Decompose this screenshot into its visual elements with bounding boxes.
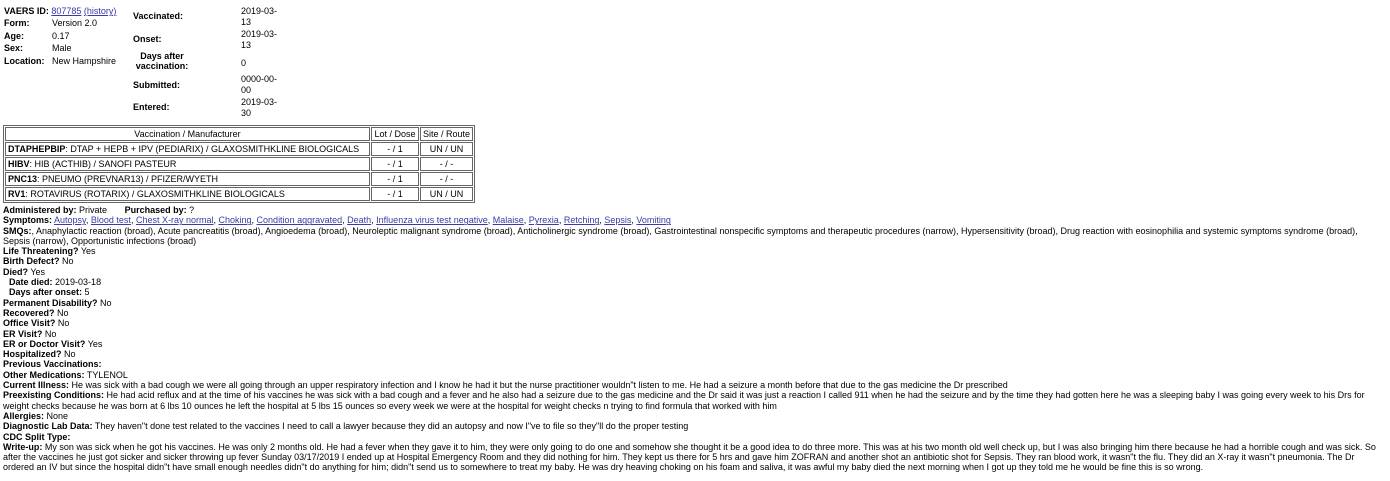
permanent-disability-value: No xyxy=(100,297,112,308)
vaccination-table xyxy=(3,125,475,203)
age-label: Age: xyxy=(4,31,24,41)
submitted-label: Submitted: xyxy=(133,80,180,90)
vaers-id-link[interactable]: 807785 xyxy=(51,6,82,16)
days-after-onset-row xyxy=(3,287,1387,297)
report-details xyxy=(3,205,1387,473)
hospitalized-row xyxy=(3,349,1387,359)
days-after-onset-label: Days after onset: xyxy=(9,287,83,298)
died-row xyxy=(3,267,1387,277)
recovered-label: Recovered? xyxy=(3,307,55,318)
preexisting-conditions-row xyxy=(3,390,1387,411)
table-header-row xyxy=(5,127,473,141)
died-value: Yes xyxy=(30,266,46,277)
date-died-row xyxy=(3,277,1387,287)
vaccinated-value: 2019-03-13 xyxy=(241,6,278,27)
other-medications-label: Other Medications: xyxy=(3,369,85,380)
birth-defect-row xyxy=(3,256,1387,266)
vaccinated-label: Vaccinated: xyxy=(133,11,184,21)
purchased-value: ? xyxy=(189,205,195,215)
symptom-link[interactable]: Sepsis xyxy=(604,215,632,226)
date-died-value: 2019-03-18 xyxy=(55,277,102,288)
birth-defect-value: No xyxy=(62,256,74,267)
vaccine-cell xyxy=(5,142,370,156)
symptom-link[interactable]: Choking xyxy=(218,215,252,226)
vaccine-desc: : DTAP + HEPB + IPV (PEDIARIX) / GLAXOSMITHKLINE BIOLOGICALS xyxy=(65,144,360,154)
er-doctor-visit-label: ER or Doctor Visit? xyxy=(3,338,86,349)
history-link[interactable]: (history) xyxy=(83,6,117,16)
life-threatening-row xyxy=(3,246,1387,256)
symptom-link[interactable]: Malaise xyxy=(492,215,524,226)
allergies-value: None xyxy=(46,410,69,421)
symptom-link[interactable]: Autopsy xyxy=(54,215,86,226)
vaccine-desc: : PNEUMO (PREVNAR13) / PFIZER/WYETH xyxy=(37,174,219,184)
recovered-value: No xyxy=(57,307,69,318)
allergies-label: Allergies: xyxy=(3,410,45,421)
vaccine-cell xyxy=(5,172,370,186)
hospitalized-label: Hospitalized? xyxy=(3,349,62,360)
current-illness-value: He was sick with a bad cough we were all going through an upper respiratory infection and I know he had it but the nurse practitioner wouldn"t listen to me. He had a seizure a month before that due to the gas medicine the Dr prescribed xyxy=(71,380,1008,391)
symptom-link[interactable]: Blood test xyxy=(90,215,131,226)
er-visit-row xyxy=(3,329,1387,339)
symptom-link[interactable]: Retching xyxy=(563,215,600,226)
office-visit-row xyxy=(3,318,1387,328)
current-illness-label: Current Illness: xyxy=(3,380,70,391)
symptom-links: Autopsy, Blood test, Chest X-ray normal, Choking, Condition aggravated, Death, Influenza virus test negative, Malaise, Pyrexia, Retching, Sepsis, Vomiting xyxy=(54,215,671,226)
age-value: 0.17 xyxy=(52,31,70,41)
administered-label: Administered by: xyxy=(3,205,77,215)
days-after-onset-value: 5 xyxy=(84,287,90,298)
vaccine-desc: : ROTAVIRUS (ROTARIX) / GLAXOSMITHKLINE BIOLOGICALS xyxy=(25,189,285,199)
vaccine-code: RV1 xyxy=(8,189,26,199)
er-doctor-visit-row xyxy=(3,339,1387,349)
smqs-value: , Anaphylactic reaction (broad), Acute pancreatitis (broad), Angioedema (broad), Neuroleptic malignant syndrome (broad), Anticholinergic syndrome (broad), Gastrointestinal nonspecific symptoms and therapeutic procedures (narrow), Hypersensitivity (broad), Drug reaction with eosinophilia and systemic symptoms syndrome (broad), Sepsis (narrow), Opportunistic infections (broad) xyxy=(3,225,1358,246)
days-after-label: Days after vaccination: xyxy=(135,51,189,71)
onset-value: 2019-03-13 xyxy=(241,29,278,50)
write-up-row xyxy=(3,442,1387,473)
site-route-cell: - / - xyxy=(420,157,473,171)
permanent-disability-row xyxy=(3,298,1387,308)
permanent-disability-label: Permanent Disability? xyxy=(3,297,98,308)
er-visit-value: No xyxy=(44,328,57,339)
sex-value: Male xyxy=(52,43,72,53)
symptom-link[interactable]: Death xyxy=(347,215,372,226)
table-row xyxy=(5,172,473,186)
symptom-link[interactable]: Condition aggravated xyxy=(256,215,343,226)
previous-vaccinations-label: Previous Vaccinations: xyxy=(3,359,102,370)
entered-value: 2019-03-30 xyxy=(241,97,278,118)
previous-vaccinations-row xyxy=(3,359,1387,369)
office-visit-value: No xyxy=(57,318,70,329)
administered-value: Private xyxy=(79,205,108,215)
vaccine-code: DTAPHEPBIP xyxy=(8,144,66,154)
table-row xyxy=(5,157,473,171)
site-route-cell: UN / UN xyxy=(420,187,473,201)
sex-label: Sex: xyxy=(4,43,24,53)
onset-label: Onset: xyxy=(133,34,162,44)
current-illness-row xyxy=(3,380,1387,390)
symptom-link[interactable]: Chest X-ray normal xyxy=(135,215,214,226)
lot-dose-cell: - / 1 xyxy=(371,172,419,186)
er-visit-label: ER Visit? xyxy=(3,328,43,339)
life-threatening-value: Yes xyxy=(80,246,96,257)
recovered-row xyxy=(3,308,1387,318)
diagnostic-lab-row xyxy=(3,421,1387,431)
diagnostic-lab-value: They haven"t done test related to the vaccines I need to call a lawyer because they did an autopsy and now I"ve to file so they"ll do the proper testing xyxy=(94,421,689,432)
symptom-link[interactable]: Vomiting xyxy=(636,215,671,226)
other-medications-value: TYLENOL xyxy=(86,369,128,380)
vaccine-code: HIBV xyxy=(8,159,30,169)
smqs-row xyxy=(3,226,1387,247)
table-row xyxy=(5,142,473,156)
preexisting-conditions-label: Preexisting Conditions: xyxy=(3,390,105,401)
location-value: New Hampshire xyxy=(52,56,117,66)
header-lot-dose: Lot / Dose xyxy=(371,127,419,141)
vaers-id-row xyxy=(4,6,116,16)
other-medications-row xyxy=(3,370,1387,380)
date-died-label: Date died: xyxy=(9,277,53,288)
header-vaccination: Vaccination / Manufacturer xyxy=(5,127,370,141)
cdc-split-type-label: CDC Split Type: xyxy=(3,431,71,442)
submitted-value: 0000-00-00 xyxy=(241,74,278,95)
table-row xyxy=(5,187,473,201)
vaccine-cell xyxy=(5,157,370,171)
symptom-link[interactable]: Pyrexia xyxy=(528,215,559,226)
died-label: Died? xyxy=(3,266,29,277)
purchased-label: Purchased by: xyxy=(124,205,187,215)
form-value: Version 2.0 xyxy=(52,18,98,28)
form-label: Form: xyxy=(4,18,30,28)
header-site-route: Site / Route xyxy=(420,127,473,141)
lot-dose-cell: - / 1 xyxy=(371,142,419,156)
smqs-label: SMQs: xyxy=(3,225,32,236)
symptoms-row xyxy=(3,215,1387,225)
life-threatening-label: Life Threatening? xyxy=(3,246,79,257)
allergies-row xyxy=(3,411,1387,421)
preexisting-conditions-value: He had acid reflux and at the time of his vaccines he was sick with a bad cough and a fever and he also had a seizure due to the gas medicine and the Dr said it was just a reaction I called 911 when he had the seizure and by the time they had gotten here he was a sleeping baby I was going every week to his Drs for weight checks because he was born at 6 lbs 10 ounces he left the hospital at 5 lbs 15 ounces so every week we were at the hospital for weight checks n trying to find formula that worked with him xyxy=(3,390,1365,411)
administered-row xyxy=(3,205,1387,215)
lot-dose-cell: - / 1 xyxy=(371,157,419,171)
write-up-value: My son was sick when he got his vaccines. He was only 2 months old. He had a fever when they gave it to him, they were only going to do one and somehow she thought it be a good idea to do three more. This was at his two month old well check up, but I was also bringing him there because he had a horrible cough and was sick. So after the vaccines he just got sicker and sicker throwing up fever Sunday 03/17/2019 I ended up at Hospital Emergency Room and they did nothing for him. They kept us there for 5 hrs and gave him ZOFRAN and another shot an antibiotic shot for Sepsis. They ran blood work, it wasn"t the flu. They did an X-ray it wasn"t pneumonia. The Dr ordered an IV but since the hospital didn"t have small enough needles didn"t do anything for him; didn"t send us to somewhere to treat my baby. He was dry heaving choking on his foam and saliva, it was awful my baby died the next morning when I got up they told me he would be fine this is so wrong. xyxy=(3,441,1376,473)
vaccine-cell xyxy=(5,187,370,201)
lot-dose-cell: - / 1 xyxy=(371,187,419,201)
vaccine-code: PNC13 xyxy=(8,174,38,184)
vaers-id-label: VAERS ID: xyxy=(4,6,49,16)
location-label: Location: xyxy=(4,56,45,66)
office-visit-label: Office Visit? xyxy=(3,318,56,329)
days-after-value: 0 xyxy=(241,58,247,68)
diagnostic-lab-label: Diagnostic Lab Data: xyxy=(3,421,93,432)
birth-defect-label: Birth Defect? xyxy=(3,256,60,267)
er-doctor-visit-value: Yes xyxy=(87,338,103,349)
site-route-cell: UN / UN xyxy=(420,142,473,156)
entered-label: Entered: xyxy=(133,102,170,112)
symptom-link[interactable]: Influenza virus test negative xyxy=(376,215,488,226)
cdc-split-type-row xyxy=(3,432,1387,442)
write-up-label: Write-up: xyxy=(3,441,43,452)
vaccine-desc: : HIB (ACTHIB) / SANOFI PASTEUR xyxy=(29,159,177,169)
symptoms-label: Symptoms: xyxy=(3,215,53,226)
site-route-cell: - / - xyxy=(420,172,473,186)
hospitalized-value: No xyxy=(64,349,76,360)
